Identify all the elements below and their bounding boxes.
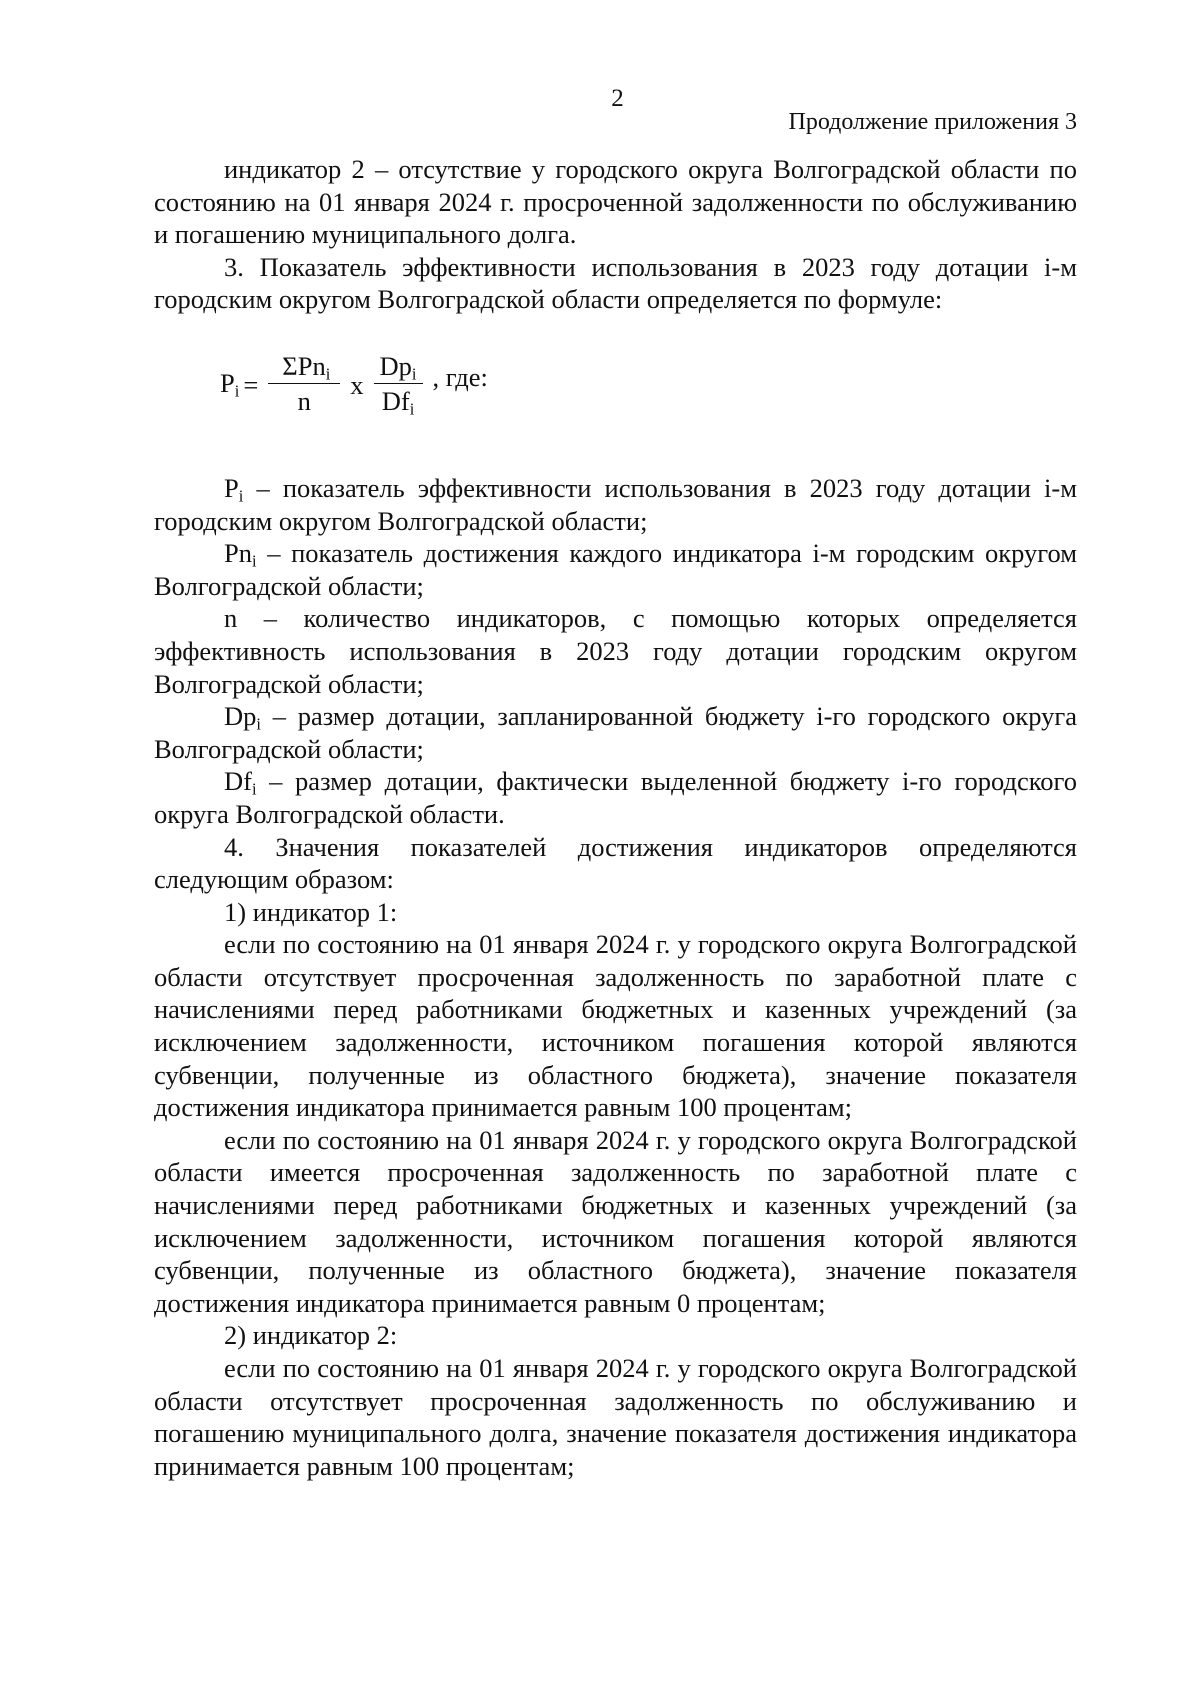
page-number: 2 xyxy=(611,85,624,112)
paragraph-indicator-2-case-absent: если по состоянию на 01 января 2024 г. у городского округа Волгоградской области отсутствует просроченная задолженность по обслуживанию и погашению муниципального долга, значение показателя достижения индикатора принимается равным 100 процентам; xyxy=(154,1353,1077,1481)
formula-where: , где: xyxy=(432,362,488,393)
paragraph-indicator-2-definition: индикатор 2 – отсутствие у городского округа Волгоградской области по состоянию на 01 января 2024 г. просроченной задолженности по обслуживанию и погашению муниципального долга. xyxy=(154,154,1077,250)
definition-item xyxy=(154,602,1077,700)
formula-block xyxy=(154,316,1077,472)
fraction-numerator: ΣPn$_i$ xyxy=(268,350,340,384)
formula-fraction-dotation xyxy=(374,350,423,417)
continuation-header: Продолжение приложения 3 xyxy=(788,109,1077,135)
efficiency-formula xyxy=(220,350,488,417)
definition-text: – количество индикаторов, с помощью которых определяется эффективность использования в 2023 году дотации городским округом Волгоградской области; xyxy=(154,603,1077,699)
definition-symbol: $Df_i$ xyxy=(224,766,257,799)
formula-fraction-sum xyxy=(268,350,340,417)
document-body xyxy=(154,153,1077,1482)
paragraph-indicator-1-case-absent: если по состоянию на 01 января 2024 г. у городского округа Волгоградской области отсутствует просроченная задолженность по заработной плате с начислениями перед работниками бюджетных и казенных учреждений (за исключением задолженности, источником погашения которой являются субвенции, полученные из областного бюджета), значение показателя достижения индикатора принимается равным 100 процентам; xyxy=(154,929,1077,1123)
definition-symbol: $Pn_i$ xyxy=(224,538,257,571)
definition-item xyxy=(154,537,1077,602)
definition-item xyxy=(154,765,1077,830)
definition-text: – размер дотации, фактически выделенной бюджету i-го городского округа Волгоградской области. xyxy=(154,766,1077,829)
paragraph-section-4: 4. Значения показателей достижения индикаторов определяются следующим образом: xyxy=(154,831,1077,895)
definition-symbol: $P_i$ xyxy=(224,472,244,506)
definition-symbol: $Dp_i$ xyxy=(224,701,261,734)
definitions-list xyxy=(154,472,1077,831)
formula-equals: = xyxy=(243,370,259,401)
paragraph-indicator-1-case-present: если по состоянию на 01 января 2024 г. у городского округа Волгоградской области имеется просроченная задолженность по заработной плате с начислениями перед работниками бюджетных и казенных учреждений (за исключением задолженности, источником погашения которой являются субвенции, полученные из областного бюджета), значение показателя достижения индикатора принимается равным 0 процентам; xyxy=(154,1124,1077,1318)
formula-times: x xyxy=(350,370,364,401)
fraction-denominator: n xyxy=(297,385,311,416)
definition-item xyxy=(154,472,1077,537)
definition-item xyxy=(154,700,1077,765)
paragraph-indicator-1-heading: 1) индикатор 1: xyxy=(224,896,398,927)
definition-symbol: n xyxy=(224,603,238,634)
fraction-numerator: $Dp_i$ xyxy=(374,350,423,384)
definition-text: – размер дотации, запланированной бюджету i-го городского округа Волгоградской области; xyxy=(154,701,1077,764)
definition-text: – показатель достижения каждого индикатора i-м городским округом Волгоградской области; xyxy=(154,538,1077,601)
paragraph-indicator-2-heading: 2) индикатор 2: xyxy=(224,1320,398,1351)
definition-text: – показатель эффективности использования в 2023 году дотации i-м городским округом Волгоградской области; xyxy=(154,472,1077,536)
formula-lhs: $P_i$ xyxy=(220,368,240,402)
paragraph-section-3: 3. Показатель эффективности использования в 2023 году дотации i-м городским округом Волгоградской области определяется по формуле: xyxy=(154,251,1077,315)
fraction-denominator: $Df_i$ xyxy=(381,385,415,419)
